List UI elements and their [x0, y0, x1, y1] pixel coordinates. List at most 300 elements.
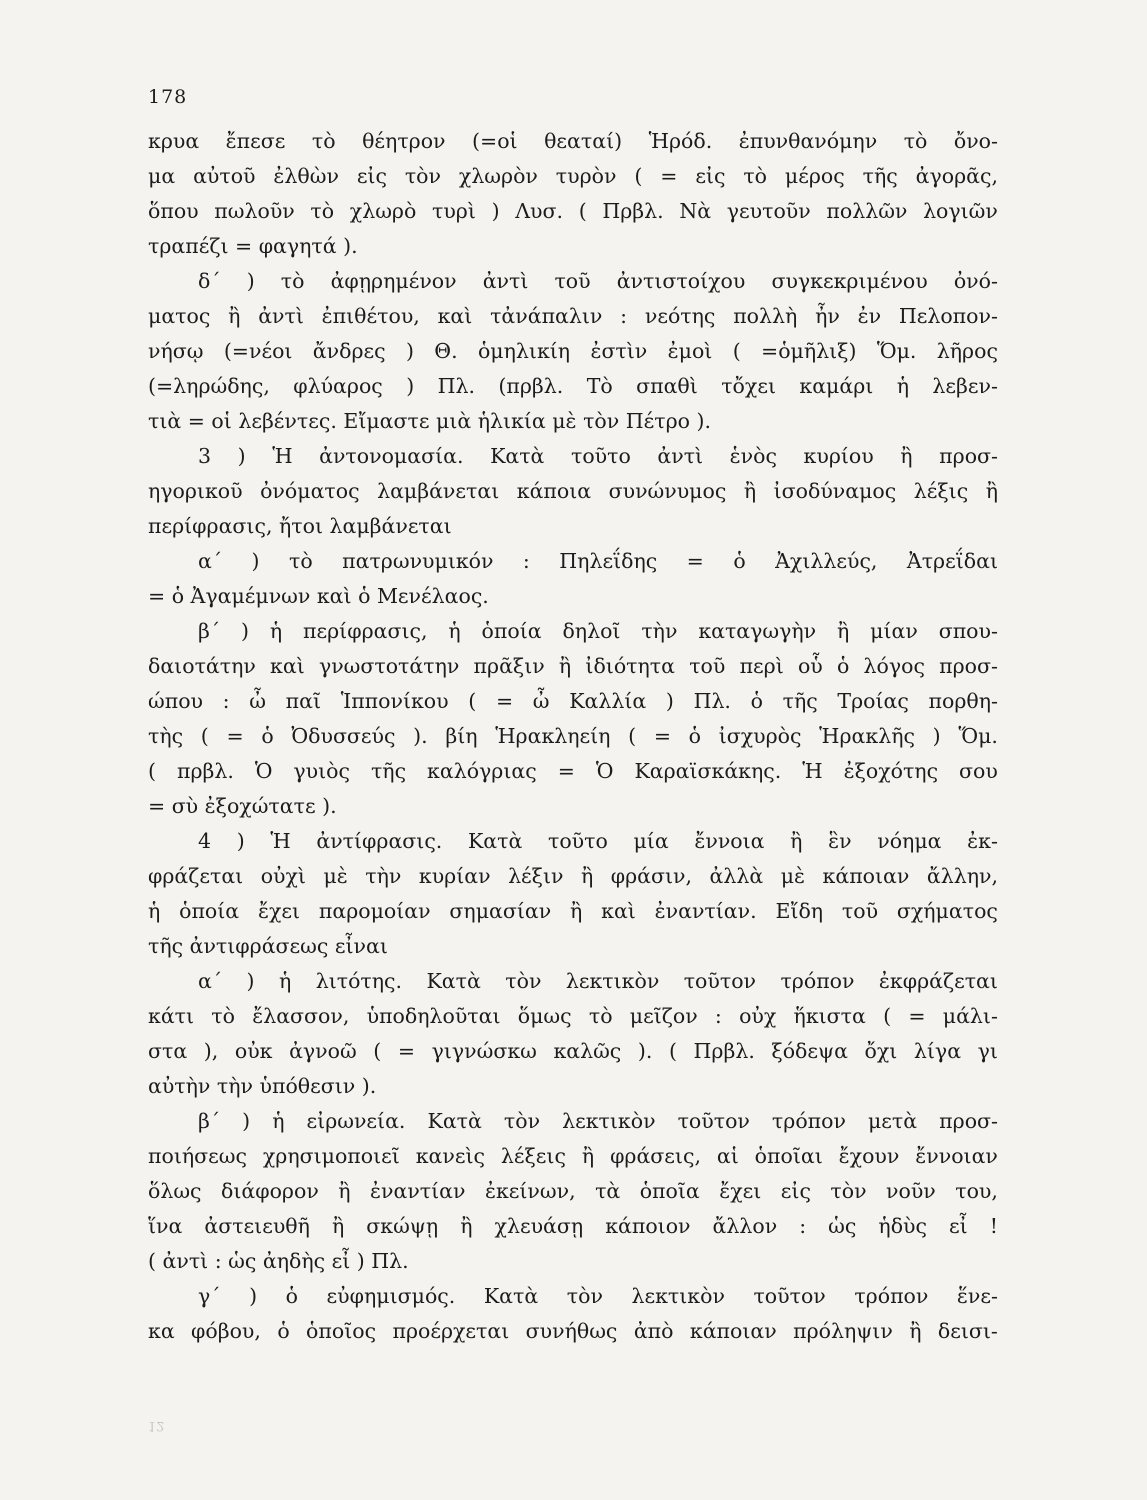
- word: οὗ: [797, 654, 823, 678]
- word: κάποια: [516, 479, 592, 503]
- text-line: [148, 159, 998, 194]
- word: τὸ: [310, 199, 335, 223]
- word: ὅπου: [148, 199, 199, 223]
- word: Καλλία: [569, 689, 647, 713]
- word: ἢ: [580, 864, 594, 888]
- word: ἀλλὰ: [709, 864, 764, 888]
- word: (: [468, 689, 477, 713]
- word: τρόπον: [771, 1109, 846, 1133]
- word: καλῶς: [553, 1039, 622, 1063]
- word: ἀστειευθῆ: [204, 1214, 310, 1238]
- word: προσ-: [939, 444, 998, 468]
- word: τρόπον: [780, 969, 855, 993]
- word: ἐπυνθανόμην: [738, 129, 878, 153]
- word: ηγορικοῦ: [148, 479, 243, 503]
- word: (: [628, 724, 637, 748]
- word: ὡς: [828, 1214, 857, 1238]
- word: οὐχ: [739, 1004, 777, 1028]
- word: ὄχι: [864, 1039, 898, 1063]
- word: δ΄: [198, 269, 221, 293]
- word: λέξις: [913, 479, 969, 503]
- word: ): [246, 969, 255, 993]
- word: ἢ: [743, 479, 757, 503]
- text-line: [148, 474, 998, 509]
- word: περίφρασις,: [303, 619, 428, 643]
- word: τἀνάπαλιν: [490, 304, 603, 328]
- word: δεισι-: [937, 1319, 998, 1343]
- word: περὶ: [739, 654, 784, 678]
- word: ἰσοδύναμος: [773, 479, 897, 503]
- word: =: [557, 759, 575, 783]
- word: ἡ: [278, 969, 292, 993]
- word: φράζεται: [148, 864, 244, 888]
- text-line: [148, 334, 998, 369]
- word: προέρχεται: [392, 1319, 510, 1343]
- word: ὁ: [285, 1284, 298, 1308]
- word: καὶ: [437, 304, 473, 328]
- word: τὸ: [743, 164, 768, 188]
- text-line: [148, 124, 998, 159]
- word: :: [222, 689, 230, 713]
- word: ὁ: [261, 724, 274, 748]
- word: Κατὰ: [483, 1284, 539, 1308]
- text-line: [148, 824, 998, 859]
- word: Πρβλ.: [693, 1039, 755, 1063]
- word: τὸν: [830, 1179, 867, 1203]
- word: Τὸ: [586, 374, 613, 398]
- word: ἢ: [790, 829, 803, 853]
- word: ὁ: [733, 549, 746, 573]
- word: ἀγνοῶ: [289, 1039, 357, 1063]
- word: (=ληρώδης,: [148, 374, 270, 398]
- word: ): [237, 444, 246, 468]
- word: λογιῶν: [923, 199, 998, 223]
- word: πρόληψιν: [793, 1319, 893, 1343]
- word: ὁποῖος: [306, 1319, 377, 1343]
- word: λεκτικὸν: [562, 1109, 656, 1133]
- word: =: [908, 1004, 926, 1028]
- word: ),: [203, 1039, 219, 1063]
- word: εἶ: [949, 1214, 968, 1238]
- word: ἐν: [857, 304, 882, 328]
- word: ): [665, 689, 674, 713]
- word: εἰς: [780, 1179, 811, 1203]
- word: ἀντὶ: [482, 269, 529, 293]
- word: ὅμως: [517, 1004, 572, 1028]
- word: ἔχει: [257, 899, 301, 923]
- word: του,: [955, 1179, 998, 1203]
- word: εἰς: [356, 164, 387, 188]
- word: μεῖζον: [629, 1004, 698, 1028]
- word: γευτοῦν: [726, 199, 811, 223]
- word: πρᾶξιν: [473, 654, 545, 678]
- word: ): [240, 619, 249, 643]
- word: φόβου,: [191, 1319, 261, 1343]
- word: σκώψῃ: [366, 1214, 439, 1238]
- word: φλύαρος: [293, 374, 383, 398]
- word: τοῦτο: [547, 829, 608, 853]
- word: καμάρι: [799, 374, 874, 398]
- word: καὶ: [601, 899, 636, 923]
- word: νόημα: [877, 829, 942, 853]
- word: ): [236, 829, 245, 853]
- word: (: [200, 724, 209, 748]
- word: λέξιν: [508, 864, 564, 888]
- word: τὸ: [289, 549, 313, 573]
- word: τὸν: [505, 969, 542, 993]
- word: ἢ: [837, 619, 850, 643]
- word: =: [226, 724, 244, 748]
- word: ἀγορᾶς,: [915, 164, 998, 188]
- word: κάποιαν: [689, 1319, 777, 1343]
- word: τὸ: [280, 269, 305, 293]
- word: ἡ: [448, 619, 461, 643]
- text-line: ( ἀντὶ : ὡς ἀηδὴς εἶ ) Πλ.: [148, 1249, 409, 1273]
- word: ὁ: [277, 1319, 290, 1343]
- word: οὐχὶ: [260, 864, 306, 888]
- text-line: = ὁ Ἀγαμέμνων καὶ ὁ Μενέλαος.: [148, 584, 489, 608]
- word: κάποιον: [605, 1214, 691, 1238]
- word: συγκεκριμένου: [771, 269, 928, 293]
- word: τὴς: [148, 724, 184, 748]
- word: Κατὰ: [490, 444, 545, 468]
- word: ὦ: [532, 689, 550, 713]
- word: ὀνό-: [953, 269, 998, 293]
- word: τὄχει: [721, 374, 776, 398]
- word: χλωρὸ: [349, 199, 417, 223]
- word: κρυα: [148, 129, 200, 153]
- word: χλευάσῃ: [494, 1214, 584, 1238]
- word: ἐκ-: [967, 829, 998, 853]
- word: (πρβλ.: [498, 374, 564, 398]
- word: Τροίας: [837, 689, 909, 713]
- word: λεκτικὸν: [631, 1284, 725, 1308]
- word: ἐστὶν: [590, 339, 648, 363]
- text-line: [148, 1209, 998, 1244]
- word: ὄνο-: [953, 129, 998, 153]
- word: μα: [148, 164, 176, 188]
- word: χρησιμοποιεῖ: [262, 1144, 400, 1168]
- word: μάλι-: [942, 1004, 998, 1028]
- word: βίη: [445, 724, 478, 748]
- word: νήσῳ: [148, 339, 204, 363]
- word: ὁποῖα: [639, 1179, 700, 1203]
- word: τὸν: [566, 1284, 603, 1308]
- text-line: [148, 369, 998, 404]
- word: ἡδὺς: [878, 1214, 927, 1238]
- word: ἔννοια: [694, 829, 765, 853]
- word: ἐξοχότης: [843, 759, 939, 783]
- word: ἐναντίαν.: [654, 899, 757, 923]
- word: ἔχει: [719, 1179, 762, 1203]
- word: κυρίου: [803, 444, 874, 468]
- bleed-through-page-number: 12: [148, 1418, 165, 1433]
- word: Ὀδυσσεύς: [291, 724, 396, 748]
- word: μετὰ: [867, 1109, 918, 1133]
- word: Ὅμ.: [958, 724, 998, 748]
- word: λόγος: [863, 654, 925, 678]
- word: ἔπεσε: [225, 129, 286, 153]
- word: τὸν: [503, 1109, 541, 1133]
- text-line: [148, 1174, 998, 1209]
- word: Κατὰ: [426, 969, 481, 993]
- word: (: [732, 339, 741, 363]
- word: ἢ: [460, 1214, 473, 1238]
- word: πατρωνυμικόν: [342, 549, 494, 573]
- word: τὴν: [641, 619, 678, 643]
- word: προσ-: [939, 1109, 998, 1133]
- word: (: [148, 759, 156, 783]
- word: πορθη-: [928, 689, 998, 713]
- word: ): [249, 1284, 258, 1308]
- word: (: [578, 199, 587, 223]
- word: Ὁ: [595, 759, 614, 783]
- word: =: [660, 164, 678, 188]
- word: καταγωγὴν: [698, 619, 817, 643]
- word: εἰρωνεία.: [306, 1109, 406, 1133]
- word: τῆς: [370, 759, 407, 783]
- word: (: [883, 1004, 892, 1028]
- word: φράσιν,: [610, 864, 693, 888]
- word: Κατὰ: [427, 1109, 482, 1133]
- word: ἐναντίαν: [370, 1179, 466, 1203]
- word: ἔννοιαν: [915, 1144, 998, 1168]
- word: τυρὸν: [555, 164, 617, 188]
- word: ἡ: [272, 1109, 285, 1133]
- word: σου: [959, 759, 998, 783]
- word: λεκτικὸν: [565, 969, 660, 993]
- word: ἐμοὶ: [667, 339, 713, 363]
- word: ξόδεψα: [771, 1039, 848, 1063]
- word: Ἀχιλλεύς,: [775, 549, 878, 573]
- text-line: [148, 684, 998, 719]
- text-line: [148, 614, 998, 649]
- text-line: τραπέζι = φαγητά ).: [148, 234, 358, 258]
- word: τοῦτον: [677, 1109, 750, 1133]
- word: κανεὶς: [415, 1144, 485, 1168]
- text-line: [148, 649, 998, 684]
- word: λίγα: [913, 1039, 962, 1063]
- word: γ΄: [198, 1284, 221, 1308]
- text-line: περίφρασις, ἤτοι λαμβάνεται: [148, 514, 452, 538]
- word: θεαταί): [544, 129, 623, 153]
- word: ἀντίφρασις.: [316, 829, 443, 853]
- word: ἐπιθέτου,: [321, 304, 420, 328]
- word: ἢ: [581, 1144, 595, 1168]
- word: διάφορον: [221, 1179, 319, 1203]
- word: ματος: [148, 304, 211, 328]
- word: καλόγριας: [427, 759, 537, 783]
- word: ὅλως: [148, 1179, 202, 1203]
- word: πολλὴ: [733, 304, 798, 328]
- word: ): [251, 549, 260, 573]
- word: τὸ: [588, 1004, 613, 1028]
- word: σπαθὶ: [636, 374, 698, 398]
- text-line: [148, 859, 998, 894]
- word: φράσεις,: [610, 1144, 701, 1168]
- word: ὀνόματος: [260, 479, 360, 503]
- word: ἐκφράζεται: [878, 969, 998, 993]
- word: Πλ.: [693, 689, 731, 713]
- word: Ἡρακληείη: [495, 724, 611, 748]
- text-line: [148, 894, 998, 929]
- word: Ἡρακλῆς: [819, 724, 915, 748]
- word: =: [686, 549, 704, 573]
- word: Εἴδη: [775, 899, 824, 923]
- word: ἑνὸς: [729, 444, 777, 468]
- word: ὦ: [249, 689, 266, 713]
- word: ): [491, 199, 500, 223]
- word: πρβλ.: [176, 759, 234, 783]
- word: Ὅμ.: [876, 339, 917, 363]
- word: ἓν: [828, 829, 852, 853]
- word: ): [246, 269, 255, 293]
- word: συνήθως: [525, 1319, 618, 1343]
- word: συνώνυμος: [608, 479, 727, 503]
- word: ): [406, 374, 415, 398]
- word: λεβεν-: [932, 374, 998, 398]
- text-line: [148, 1034, 998, 1069]
- word: ἢ: [331, 1214, 345, 1238]
- word: :: [799, 1214, 807, 1238]
- text-line: = σὺ ἐξοχώτατε ).: [148, 794, 337, 818]
- word: προσ-: [939, 654, 998, 678]
- word: κάποιαν: [822, 864, 910, 888]
- word: ὁποία: [481, 619, 542, 643]
- word: ἥκιστα: [793, 1004, 866, 1028]
- word: 3: [198, 444, 212, 468]
- word: β΄: [198, 619, 221, 643]
- word: ποιήσεως: [148, 1144, 247, 1168]
- word: ἰσχυρὸς: [718, 724, 802, 748]
- word: ἄνδρες: [312, 339, 386, 363]
- word: !: [989, 1214, 998, 1238]
- word: ἐκείνων,: [484, 1179, 576, 1203]
- word: τυρὶ: [431, 199, 476, 223]
- word: ἢ: [338, 1179, 351, 1203]
- word: Ἡρόδ.: [648, 129, 713, 153]
- word: σπου-: [938, 619, 998, 643]
- word: γιγνώσκω: [431, 1039, 537, 1063]
- word: α΄: [198, 549, 223, 573]
- word: =: [653, 724, 671, 748]
- word: μὲ: [323, 864, 348, 888]
- word: δηλοῖ: [562, 619, 621, 643]
- word: καὶ: [270, 654, 305, 678]
- word: Λυσ.: [515, 199, 564, 223]
- text-line: [148, 1104, 998, 1139]
- word: ἢ: [228, 304, 241, 328]
- word: Νὰ: [679, 199, 712, 223]
- word: ): [932, 724, 941, 748]
- word: ἵνα: [148, 1214, 183, 1238]
- word: Κατὰ: [467, 829, 523, 853]
- word: σχήματος: [896, 899, 998, 923]
- word: στα: [148, 1039, 188, 1063]
- word: λέξεις: [500, 1144, 566, 1168]
- word: θέητρον: [362, 129, 446, 153]
- word: ἦν: [815, 304, 840, 328]
- word: μὲ: [780, 864, 806, 888]
- word: Καραϊσκάκης.: [634, 759, 782, 783]
- word: πωλοῦν: [214, 199, 295, 223]
- word: εὐφημισμός.: [326, 1284, 456, 1308]
- word: γυιὸς: [293, 759, 350, 783]
- word: ἐλθὼν: [273, 164, 339, 188]
- word: κυρίαν: [418, 864, 491, 888]
- text-line: αὐτὴν τὴν ὑπόθεσιν ).: [148, 1074, 377, 1098]
- word: ἔχουν: [838, 1144, 900, 1168]
- word: χλωρὸν: [458, 164, 538, 188]
- word: λιτότης.: [315, 969, 403, 993]
- text-line: [148, 964, 998, 999]
- word: ὁποία: [179, 899, 240, 923]
- word: :: [714, 1004, 722, 1028]
- word: ).: [637, 1039, 653, 1063]
- word: κάτι: [148, 1004, 195, 1028]
- word: τὸ: [211, 1004, 235, 1028]
- word: Πλ.: [437, 374, 475, 398]
- word: αἱ: [716, 1144, 739, 1168]
- text-line: [148, 719, 998, 754]
- word: ώπου: [148, 689, 203, 713]
- word: γνωστοτάτην: [318, 654, 460, 678]
- word: ).: [413, 724, 428, 748]
- word: Ἡ: [270, 829, 291, 853]
- word: α΄: [198, 969, 223, 993]
- text-line: [148, 299, 998, 334]
- word: τῆς: [862, 164, 898, 188]
- word: Θ.: [434, 339, 458, 363]
- word: (: [668, 1039, 677, 1063]
- word: ἀπὸ: [633, 1319, 674, 1343]
- word: ἢ: [558, 654, 572, 678]
- text-line: [148, 1279, 998, 1314]
- text-line: [148, 264, 998, 299]
- word: ἕνε-: [956, 1284, 998, 1308]
- word: ἡ: [148, 899, 161, 923]
- text-line: [148, 999, 998, 1034]
- word: ): [242, 1109, 251, 1133]
- word: τοῦ: [554, 269, 591, 293]
- text-line: τῆς ἀντιφράσεως εἶναι: [148, 934, 388, 958]
- word: ὁ: [750, 689, 763, 713]
- word: τῆς: [782, 689, 818, 713]
- word: Ἡ: [802, 759, 823, 783]
- word: γι: [977, 1039, 998, 1063]
- word: :: [620, 304, 628, 328]
- word: ἄλλην,: [926, 864, 998, 888]
- word: σημασίαν: [449, 899, 552, 923]
- word: ὁποῖαι: [754, 1144, 823, 1168]
- word: 4: [198, 829, 212, 853]
- word: ἄλλον: [712, 1214, 778, 1238]
- word: Ἡ: [272, 444, 293, 468]
- word: τρόπον: [854, 1284, 929, 1308]
- word: λαμβάνεται: [377, 479, 500, 503]
- word: τὸν: [404, 164, 441, 188]
- word: πολλῶν: [826, 199, 908, 223]
- word: (: [373, 1039, 382, 1063]
- word: ἢ: [570, 899, 583, 923]
- word: τὸ: [311, 129, 336, 153]
- word: ἀντονομασία.: [319, 444, 464, 468]
- word: τὴν: [365, 864, 402, 888]
- word: τοῦ: [841, 899, 879, 923]
- word: λῆρος: [936, 339, 998, 363]
- word: Ὁ: [254, 759, 273, 783]
- word: ἢ: [909, 1319, 922, 1343]
